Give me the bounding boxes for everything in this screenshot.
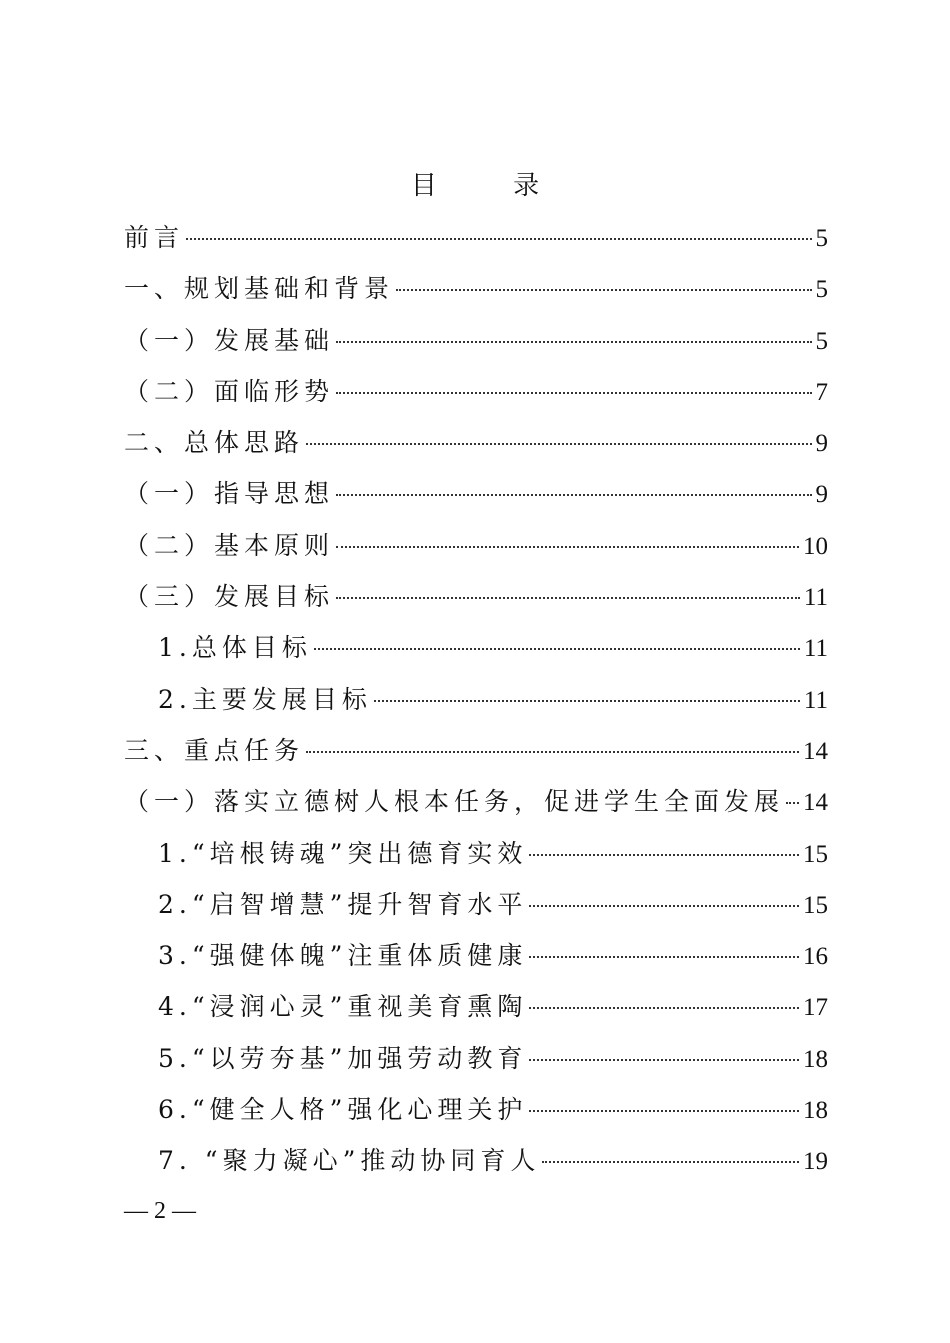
toc-entry-page-number: 11 — [803, 686, 828, 714]
toc-entry-page-number: 14 — [803, 737, 828, 765]
dot-leader — [529, 905, 799, 907]
toc-entry-label: 6.“健全人格”强化心理关护 — [158, 1095, 528, 1125]
toc-entry-label: （二）基本原则 — [124, 530, 335, 560]
toc-entry-page-number: 18 — [803, 1045, 828, 1073]
toc-entry-page-number: 19 — [803, 1148, 828, 1176]
toc-entry[interactable] — [124, 630, 828, 681]
toc-entry-label: （三）发展目标 — [124, 582, 335, 612]
toc-entry-page-number: 10 — [803, 532, 828, 560]
toc-entry[interactable] — [124, 836, 828, 887]
toc-entry[interactable] — [124, 374, 828, 425]
toc-entry[interactable] — [124, 220, 828, 271]
toc-entry-label: 2.“启智增慧”提升智育水平 — [158, 889, 528, 919]
toc-entry-label: 7. “聚力凝心”推动协同育人 — [158, 1146, 541, 1176]
toc-entry[interactable] — [124, 1092, 828, 1143]
toc-entry-label: 一、规划基础和背景 — [124, 274, 395, 304]
toc-entry[interactable] — [124, 1143, 828, 1194]
toc-entry[interactable] — [124, 733, 828, 784]
toc-entry-page-number: 5 — [815, 225, 828, 252]
dot-leader — [306, 443, 811, 445]
toc-list — [124, 220, 828, 1195]
toc-entry-page-number: 11 — [803, 635, 828, 663]
toc-entry-label: 4.“浸润心灵”重视美育熏陶 — [158, 992, 528, 1022]
toc-entry-label: （二）面临形势 — [124, 376, 335, 406]
dot-leader — [186, 238, 811, 240]
toc-entry-label: 二、总体思路 — [124, 428, 305, 458]
dot-leader — [529, 854, 799, 856]
toc-entry[interactable] — [124, 323, 828, 374]
toc-entry[interactable] — [124, 425, 828, 476]
dot-leader — [374, 700, 800, 702]
toc-entry-label: 2.主要发展目标 — [158, 684, 372, 714]
toc-entry-label: （一）落实立德树人根本任务，促进学生全面发展 — [124, 787, 785, 817]
toc-entry-page-number: 15 — [803, 840, 828, 868]
toc-entry-label: 5.“以劳夯基”加强劳动教育 — [158, 1043, 528, 1073]
toc-entry-label: 1.总体目标 — [158, 633, 312, 663]
dot-leader — [786, 802, 799, 804]
toc-entry[interactable] — [124, 989, 828, 1040]
toc-entry[interactable] — [124, 476, 828, 527]
toc-entry-page-number: 5 — [815, 276, 828, 304]
dot-leader — [314, 648, 800, 650]
toc-entry[interactable] — [124, 528, 828, 579]
dot-leader — [529, 1059, 799, 1061]
toc-entry[interactable] — [124, 938, 828, 989]
dot-leader — [336, 494, 811, 496]
toc-entry-page-number: 15 — [803, 891, 828, 919]
dot-leader — [336, 597, 800, 599]
dot-leader — [529, 1007, 799, 1009]
toc-entry-label: 1.“培根铸魂”突出德育实效 — [158, 838, 528, 868]
toc-entry[interactable] — [124, 579, 828, 630]
toc-entry-label: （一）发展基础 — [124, 325, 335, 355]
dot-leader — [396, 289, 811, 291]
toc-entry[interactable] — [124, 271, 828, 322]
toc-entry-label: 三、重点任务 — [124, 735, 305, 765]
dot-leader — [306, 751, 799, 753]
toc-entry[interactable] — [124, 887, 828, 938]
toc-title: 目 录 — [410, 171, 574, 201]
toc-entry-page-number: 9 — [815, 481, 828, 509]
toc-entry-page-number: 14 — [803, 789, 828, 817]
dot-leader — [542, 1161, 799, 1163]
toc-entry[interactable] — [124, 1041, 828, 1092]
toc-entry-page-number: 9 — [815, 430, 828, 458]
toc-entry-label: 前言 — [124, 223, 185, 252]
toc-entry-page-number: 16 — [803, 943, 828, 971]
dot-leader — [336, 546, 799, 548]
dot-leader — [529, 1110, 799, 1112]
dot-leader — [529, 956, 799, 958]
toc-entry[interactable] — [124, 784, 828, 835]
toc-entry-page-number: 11 — [803, 584, 828, 612]
page-number: — 2 — — [124, 1198, 196, 1224]
dot-leader — [336, 341, 811, 343]
dot-leader — [336, 392, 811, 394]
toc-entry-page-number: 17 — [803, 994, 828, 1022]
toc-entry-page-number: 18 — [803, 1097, 828, 1125]
toc-entry-label: （一）指导思想 — [124, 479, 335, 509]
toc-entry-label: 3.“强健体魄”注重体质健康 — [158, 941, 528, 971]
toc-entry-page-number: 7 — [815, 378, 828, 406]
toc-entry[interactable] — [124, 682, 828, 733]
toc-entry-page-number: 5 — [815, 327, 828, 355]
